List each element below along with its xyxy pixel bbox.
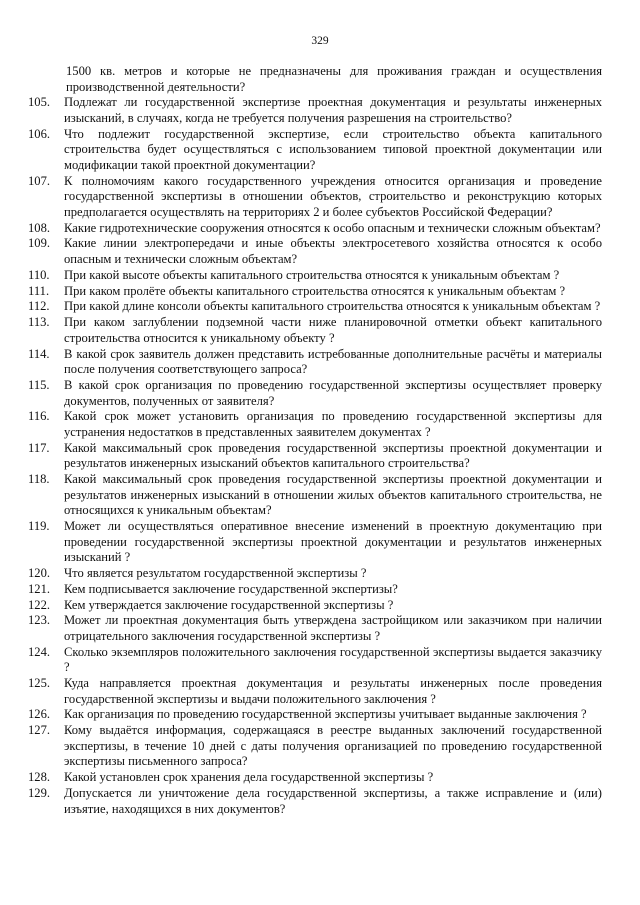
question-number: 129.: [28, 786, 51, 800]
question-item: [28, 299, 602, 315]
question-item: [28, 770, 602, 786]
question-number: 118.: [28, 472, 50, 487]
question-text: В какой срок организация по проведению государственной экспертизы осуществляет проверку документов, полученных от заявителя?: [64, 377, 602, 408]
question-number: 109.: [28, 236, 51, 251]
question-text: В какой срок заявитель должен представить истребованные дополнительные расчёты и материалы после получения соответствующего запроса?: [64, 346, 602, 377]
question-item: [28, 174, 602, 221]
question-text: При какой длине консоли объекты капитального строительства относятся к уникальным объектам ?: [64, 299, 601, 314]
question-number: 116.: [28, 409, 50, 424]
question-number: 125.: [28, 676, 51, 691]
question-text: При какой высоте объекты капитального строительства относятся к уникальным объектам ?: [64, 267, 560, 282]
question-number: 119.: [28, 519, 50, 534]
question-number: 112.: [28, 299, 50, 314]
question-item: [28, 582, 602, 598]
question-item: [28, 613, 602, 644]
question-text: Куда направляется проектная документация и результаты инженерных после проведения государственной экспертизы и выдачи положительного заключения ?: [64, 676, 602, 706]
document-body: [28, 64, 602, 817]
question-item: [28, 598, 602, 614]
question-text: Что является результатом государственной экспертизы ?: [64, 566, 367, 580]
question-text: При каком пролёте объекты капитального строительства относятся к уникальным объектам ?: [64, 283, 566, 298]
question-item: [28, 519, 602, 566]
question-text: Кому выдаётся информация, содержащаяся в реестре выданных заключений государственной экспертизы, в течение 10 дней с даты получения организацией по проведению государственной экспертизы письменного запроса?: [64, 723, 602, 769]
question-text: К полномочиям какого государственного учреждения относится организация и проведение государственной экспертизы в отношении объектов, строительство и реконструкцию которых предполагается осуществлять на территориях 2 и более субъектов Российской Федерации?: [64, 173, 602, 219]
question-item: [28, 284, 602, 300]
question-number: 110.: [28, 267, 50, 282]
question-number: 113.: [28, 315, 50, 330]
question-item: [28, 786, 602, 817]
question-text: Подлежат ли государственной экспертизе проектная документация и результаты инженерных изысканий, в случаях, когда не требуется получения разрешения на строительство?: [64, 95, 602, 125]
question-text: Кем подписывается заключение государственной экспертизы?: [64, 581, 398, 596]
page-number: 329: [311, 35, 329, 47]
question-item: [28, 236, 602, 267]
question-item: [28, 409, 602, 440]
question-list: [28, 95, 602, 817]
question-item: [28, 472, 602, 519]
question-item: [28, 95, 602, 126]
question-number: 108.: [28, 220, 51, 235]
question-text: Сколько экземпляров положительного заключения государственной экспертизы выдается заказчику ?: [64, 644, 602, 675]
question-number: 123.: [28, 613, 51, 628]
question-item: [28, 268, 602, 284]
question-item: [28, 707, 602, 723]
question-text: Допускается ли уничтожение дела государственной экспертизы, а также исправление и (или) изъятие, находящихся в них документов?: [64, 786, 602, 816]
question-number: 124.: [28, 644, 51, 659]
question-text: Какой срок может установить организация по проведению государственной экспертизы для устранения недостатков в представленных заявителем документах ?: [64, 409, 602, 439]
question-item: [28, 566, 602, 582]
question-number: 121.: [28, 581, 51, 596]
question-item: [28, 723, 602, 770]
question-number: 117.: [28, 440, 50, 455]
question-text: Как организация по проведению государственной экспертизы учитывает выданные заключения ?: [64, 707, 587, 722]
question-item: [28, 127, 602, 174]
question-number: 107.: [28, 173, 51, 188]
question-item: [28, 378, 602, 409]
question-item: [28, 645, 602, 676]
question-number: 114.: [28, 346, 50, 361]
question-text: Может ли проектная документация быть утверждена застройщиком или заказчиком при наличии отрицательного заключения государственной экспертизы ?: [64, 613, 602, 643]
question-text: Кем утверждается заключение государственной экспертизы ?: [64, 597, 394, 612]
question-number: 106.: [28, 126, 51, 141]
question-item: [28, 676, 602, 707]
question-text: Может ли осуществляться оперативное внесение изменений в проектную документацию при проведении государственной экспертизы проектной документации и результатов инженерных изысканий ?: [64, 519, 602, 565]
question-text: При каком заглублении подземной части ниже планировочной отметки объект капитального строительства относится к уникальному объекту ?: [64, 315, 602, 345]
question-item: [28, 441, 602, 472]
question-number: 127.: [28, 723, 51, 738]
question-text: Какие гидротехнические сооружения относятся к особо опасным и технически сложным объектам?: [64, 220, 601, 235]
question-text: Какой максимальный срок проведения государственной экспертизы проектной документации и результатов инженерных изысканий в отношении жилых объектов капитального строительства, не относящихся к уникальным объектам?: [64, 472, 602, 518]
question-text: Какой максимальный срок проведения государственной экспертизы проектной документации и результатов инженерных изысканий объектов капитального строительства?: [64, 440, 602, 471]
question-item: [28, 315, 602, 346]
question-number: 128.: [28, 770, 51, 785]
question-number: 111.: [28, 283, 50, 298]
question-number: 126.: [28, 707, 51, 722]
question-text: Что подлежит государственной экспертизе, если строительство объекта капитального строительства будет осуществляться с использованием типовой проектной документации или модификации такой проектной документации?: [64, 126, 602, 172]
question-item: [28, 347, 602, 378]
question-number: 122.: [28, 597, 51, 612]
question-number: 105.: [28, 95, 51, 110]
question-number: 120.: [28, 566, 51, 580]
question-number: 115.: [28, 377, 50, 392]
question-text: Какой установлен срок хранения дела государственной экспертизы ?: [64, 770, 434, 785]
continuation-text: 1500 кв. метров и которые не предназначены для проживания граждан и осуществления производственной деятельности?: [66, 64, 602, 94]
question-text: Какие линии электропередачи и иные объекты электросетевого хозяйства относятся к особо опасным и технически сложным объектам?: [64, 236, 602, 267]
question-item: [28, 221, 602, 237]
